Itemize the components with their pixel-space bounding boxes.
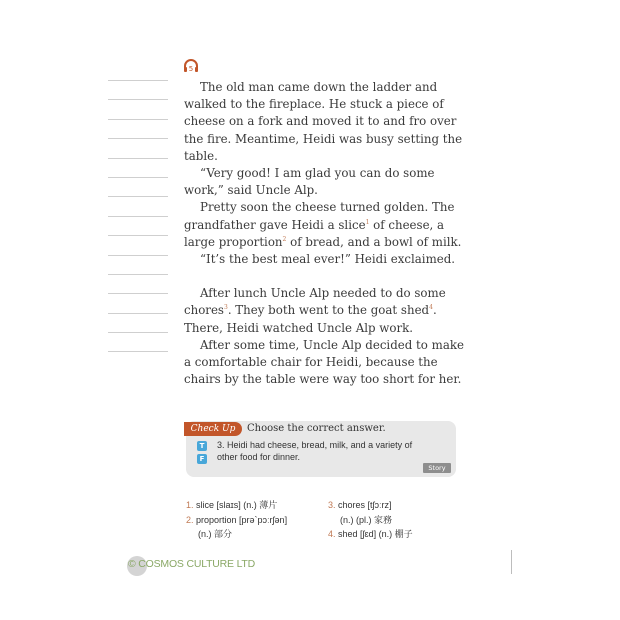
glossary-entry bbox=[186, 513, 287, 528]
footnote-marker: 4 bbox=[429, 304, 433, 312]
audio-track-number: 5 bbox=[188, 65, 194, 73]
glossary-number: 1. bbox=[186, 500, 197, 510]
note-line bbox=[108, 80, 168, 81]
note-line bbox=[108, 138, 168, 139]
glossary-definition: [prə`pɔːrʃən] bbox=[236, 514, 288, 525]
story-text-span: Pretty soon the cheese turned golden. The grandfather gave Heidi a slice bbox=[184, 200, 455, 232]
note-line bbox=[108, 255, 168, 256]
glossary-entry bbox=[328, 513, 413, 528]
glossary-word: chores bbox=[338, 500, 366, 510]
glossary-word: slice bbox=[196, 500, 215, 510]
note-line bbox=[108, 196, 168, 197]
false-option[interactable]: F bbox=[197, 454, 207, 464]
headphones-icon bbox=[182, 57, 200, 75]
note-line bbox=[108, 119, 168, 120]
story-text bbox=[184, 79, 474, 388]
glossary-entry bbox=[186, 527, 287, 542]
note-line bbox=[108, 332, 168, 333]
glossary-definition: (n.) 部分 bbox=[198, 529, 233, 539]
true-option[interactable]: T bbox=[197, 441, 207, 451]
story-paragraph: The old man came down the ladder and walked to the fireplace. He stuck a piece of cheese on a fork and moved it to and fro over the fire. Meantime, Heidi was busy setting the table. bbox=[184, 80, 463, 163]
footnote-marker: 1 bbox=[365, 218, 370, 226]
glossary-right bbox=[328, 498, 413, 542]
footnote-marker: 3 bbox=[223, 304, 228, 312]
check-instruction: Choose the correct answer. bbox=[247, 423, 386, 434]
glossary-word: proportion bbox=[196, 514, 237, 525]
note-lines bbox=[108, 80, 168, 371]
glossary-definition: [tʃɔːrz] bbox=[365, 500, 392, 510]
glossary-left bbox=[186, 498, 287, 542]
note-line bbox=[108, 274, 168, 275]
note-line bbox=[108, 216, 168, 217]
story-paragraph: After some time, Uncle Alp decided to make a comfortable chair for Heidi, because the chairs by the table were way too short for her. bbox=[184, 337, 464, 387]
note-line bbox=[108, 293, 168, 294]
glossary-number: 3. bbox=[328, 500, 339, 510]
story-text-span: . There, Heidi watched Uncle Alp work. bbox=[184, 303, 437, 335]
note-line bbox=[108, 313, 168, 314]
glossary-number: 2. bbox=[186, 514, 197, 525]
check-up-label: Check Up bbox=[184, 422, 242, 436]
story-paragraph: “It’s the best meal ever!” Heidi exclaimed. bbox=[200, 252, 456, 267]
glossary-word: shed bbox=[338, 529, 358, 539]
story-paragraph bbox=[184, 199, 474, 251]
note-line bbox=[108, 158, 168, 159]
story-paragraph bbox=[184, 285, 474, 337]
story-tag: Story bbox=[423, 463, 451, 473]
story-text-span: of bread, and a bowl of milk. bbox=[286, 234, 462, 249]
glossary-entry bbox=[186, 498, 287, 513]
glossary-number: 4. bbox=[328, 529, 339, 539]
footnote-marker: 2 bbox=[282, 235, 287, 243]
glossary-entry bbox=[328, 527, 413, 542]
copyright: © COSMOS CULTURE LTD bbox=[128, 558, 256, 570]
note-line bbox=[108, 177, 168, 178]
glossary-definition: (n.) (pl.) 家務 bbox=[340, 514, 393, 525]
story-text-span: After lunch Uncle Alp needed to do some chores bbox=[184, 286, 446, 318]
check-up-box bbox=[186, 421, 456, 477]
story-text-span: of cheese, a large proportion bbox=[184, 217, 445, 249]
glossary-entry bbox=[328, 498, 413, 513]
note-line bbox=[108, 351, 168, 352]
story-text-span: . They both went to the goat shed bbox=[227, 303, 430, 318]
note-line bbox=[108, 235, 168, 236]
glossary-definition: [ʃɛd] (n.) 棚子 bbox=[357, 529, 413, 539]
side-rule bbox=[511, 550, 512, 574]
glossary-definition: [slaɪs] (n.) 薄片 bbox=[214, 500, 278, 510]
note-line bbox=[108, 99, 168, 100]
question-text: 3. Heidi had cheese, bread, milk, and a variety of other food for dinner. bbox=[217, 440, 413, 462]
story-paragraph: “Very good! I am glad you can do some work,” said Uncle Alp. bbox=[184, 166, 435, 198]
